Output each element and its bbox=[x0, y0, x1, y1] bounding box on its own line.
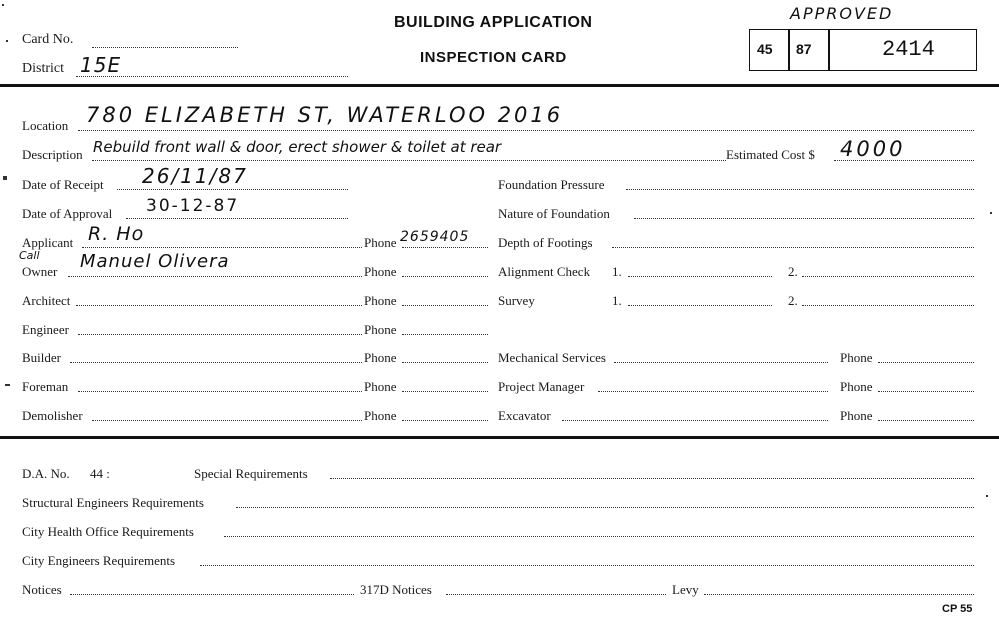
nature-of-foundation-line bbox=[634, 218, 974, 219]
card-number-divider-2 bbox=[828, 30, 830, 70]
applicant-label: Applicant bbox=[22, 235, 74, 250]
scan-speck bbox=[986, 495, 988, 497]
applicant-phone-value: 2659405 bbox=[400, 229, 470, 245]
engineer-line bbox=[78, 334, 362, 335]
city-engineers-label: City Engineers Requirements bbox=[22, 553, 176, 568]
district-line bbox=[76, 76, 348, 77]
notices-317d-label: 317D Notices bbox=[360, 582, 432, 597]
mechanical-services-phone-label: Phone bbox=[840, 350, 873, 365]
title-line-2: INSPECTION CARD bbox=[420, 49, 567, 66]
card-number-part-3: 2414 bbox=[882, 37, 935, 62]
depth-of-footings-label: Depth of Footings bbox=[498, 235, 593, 250]
owner-phone-label: Phone bbox=[364, 264, 397, 279]
alignment-check-line-2 bbox=[802, 276, 974, 277]
architect-line bbox=[76, 305, 362, 306]
engineer-phone-line bbox=[402, 334, 488, 335]
title-line-1: BUILDING APPLICATION bbox=[394, 14, 593, 31]
foreman-phone-line bbox=[402, 391, 488, 392]
owner-line bbox=[68, 276, 362, 277]
special-requirements-line bbox=[330, 478, 974, 479]
date-of-receipt-label: Date of Receipt bbox=[22, 177, 104, 192]
survey-item-1: 1. bbox=[612, 293, 622, 308]
project-manager-label: Project Manager bbox=[498, 379, 585, 394]
project-manager-phone-line bbox=[878, 391, 974, 392]
depth-of-footings-line bbox=[612, 247, 974, 248]
top-rule bbox=[0, 84, 999, 87]
description-value: Rebuild front wall & door, erect shower & toilet at rear bbox=[93, 138, 502, 156]
alignment-check-line-1 bbox=[628, 276, 772, 277]
card-number-part-1: 45 bbox=[757, 41, 773, 57]
middle-rule bbox=[0, 436, 999, 439]
city-engineers-line bbox=[200, 565, 974, 566]
demolisher-line bbox=[92, 420, 362, 421]
scan-speck bbox=[2, 4, 4, 6]
foundation-pressure-line bbox=[626, 189, 974, 190]
scan-speck bbox=[990, 212, 992, 214]
approved-stamp: APPROVED bbox=[790, 4, 894, 23]
description-line bbox=[92, 160, 726, 161]
da-no-label: D.A. No. bbox=[22, 466, 70, 481]
date-of-approval-value: 30-12-87 bbox=[146, 196, 240, 216]
foreman-phone-label: Phone bbox=[364, 379, 397, 394]
applicant-line bbox=[82, 247, 362, 248]
estimated-cost-label: Estimated Cost $ bbox=[726, 147, 815, 162]
notices-317d-line bbox=[446, 594, 666, 595]
district-label: District bbox=[22, 61, 64, 76]
levy-line bbox=[704, 594, 974, 595]
survey-line-2 bbox=[802, 305, 974, 306]
district-value: 15E bbox=[80, 53, 122, 77]
city-health-label: City Health Office Requirements bbox=[22, 524, 194, 539]
architect-label: Architect bbox=[22, 293, 71, 308]
special-requirements-label: Special Requirements bbox=[194, 466, 308, 481]
engineer-label: Engineer bbox=[22, 322, 69, 337]
architect-phone-label: Phone bbox=[364, 293, 397, 308]
survey-item-2: 2. bbox=[788, 293, 798, 308]
alignment-check-item-1: 1. bbox=[612, 264, 622, 279]
card-number-box bbox=[749, 29, 977, 71]
date-of-approval-label: Date of Approval bbox=[22, 206, 113, 221]
notices-line bbox=[70, 594, 354, 595]
structural-engineers-line bbox=[236, 507, 974, 508]
builder-label: Builder bbox=[22, 350, 61, 365]
card-no-label: Card No. bbox=[22, 32, 74, 47]
estimated-cost-line bbox=[834, 160, 974, 161]
estimated-cost-value: 4000 bbox=[840, 137, 906, 161]
mechanical-services-phone-line bbox=[878, 362, 974, 363]
date-of-receipt-line bbox=[117, 189, 348, 190]
card-number-part-2: 87 bbox=[796, 41, 812, 57]
foreman-label: Foreman bbox=[22, 379, 69, 394]
card-no-line bbox=[92, 47, 238, 48]
location-label: Location bbox=[22, 118, 69, 133]
foreman-line bbox=[78, 391, 362, 392]
excavator-label: Excavator bbox=[498, 408, 551, 423]
structural-engineers-label: Structural Engineers Requirements bbox=[22, 495, 204, 510]
demolisher-label: Demolisher bbox=[22, 408, 83, 423]
builder-phone-line bbox=[402, 362, 488, 363]
scan-speck bbox=[6, 40, 8, 42]
location-line bbox=[78, 130, 974, 131]
owner-call-note: Call bbox=[19, 249, 40, 262]
description-label: Description bbox=[22, 147, 83, 162]
applicant-phone-label: Phone bbox=[364, 235, 397, 250]
owner-phone-line bbox=[402, 276, 488, 277]
owner-value: Manuel Olivera bbox=[80, 251, 230, 272]
owner-label: Owner bbox=[22, 264, 58, 279]
excavator-phone-line bbox=[878, 420, 974, 421]
scan-speck bbox=[3, 176, 7, 180]
engineer-phone-label: Phone bbox=[364, 322, 397, 337]
builder-line bbox=[70, 362, 362, 363]
alignment-check-item-2: 2. bbox=[788, 264, 798, 279]
survey-label: Survey bbox=[498, 293, 535, 308]
date-of-approval-line bbox=[126, 218, 348, 219]
architect-phone-line bbox=[402, 305, 488, 306]
nature-of-foundation-label: Nature of Foundation bbox=[498, 206, 610, 221]
form-code: CP 55 bbox=[942, 603, 973, 615]
applicant-value: R. Ho bbox=[88, 223, 145, 245]
project-manager-line bbox=[598, 391, 828, 392]
scan-speck bbox=[5, 384, 10, 386]
date-of-receipt-value: 26/11/87 bbox=[142, 164, 248, 188]
location-value: 780 ELIZABETH ST, WATERLOO 2016 bbox=[86, 103, 564, 127]
mechanical-services-line bbox=[614, 362, 828, 363]
levy-label: Levy bbox=[672, 582, 699, 597]
demolisher-phone-label: Phone bbox=[364, 408, 397, 423]
card-number-divider-1 bbox=[788, 30, 790, 70]
notices-label: Notices bbox=[22, 582, 62, 597]
demolisher-phone-line bbox=[402, 420, 488, 421]
foundation-pressure-label: Foundation Pressure bbox=[498, 177, 605, 192]
city-health-line bbox=[224, 536, 974, 537]
survey-line-1 bbox=[628, 305, 772, 306]
excavator-phone-label: Phone bbox=[840, 408, 873, 423]
excavator-line bbox=[562, 420, 828, 421]
mechanical-services-label: Mechanical Services bbox=[498, 350, 606, 365]
builder-phone-label: Phone bbox=[364, 350, 397, 365]
da-no-value: 44 : bbox=[90, 466, 110, 481]
applicant-phone-line bbox=[402, 247, 488, 248]
alignment-check-label: Alignment Check bbox=[498, 264, 591, 279]
project-manager-phone-label: Phone bbox=[840, 379, 873, 394]
